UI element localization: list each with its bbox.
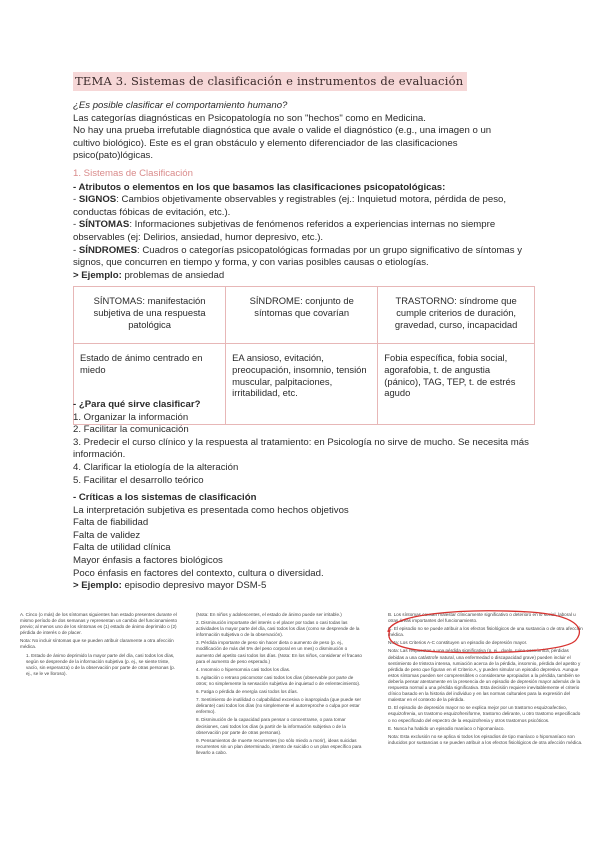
purpose-section (73, 399, 535, 487)
dsm-criterion: 6. Fatiga o pérdida de energía casi todos los días. (196, 689, 298, 695)
table-cell: Fobia específica, fobia social, agorafobia, t. de angustia (pánico), TAG, TEP, t. de estrés agudo (378, 344, 535, 425)
example-text: episodio depresivo mayor DSM-5 (121, 580, 267, 592)
intro-line: No hay una prueba irrefutable diagnóstica que avale o valide el diagnóstico (e.g., una imagen o un (73, 125, 492, 137)
title-wrap (73, 72, 467, 91)
list-item: Poco énfasis en factores del contexto, cultura o diversidad. (73, 567, 324, 579)
criticism-section (73, 492, 535, 593)
section-heading: 1. Sistemas de Clasificación (73, 168, 193, 179)
list-item: 2. Facilitar la comunicación (73, 424, 189, 436)
list-item: Falta de fiabilidad (73, 517, 149, 529)
list-item: Falta de validez (73, 529, 141, 541)
dsm-criterion: D. El episodio de depresión mayor no se explica mejor por un trastorno esquizoafectivo, esquizofrenia, un trastorno esquizofreniforme, trastorno delirante, u otro trastorno especificado o no especificado del espectro de la esquizofrenia y otros trastornos psicóticos. (388, 705, 581, 723)
sindromes-term: SÍNDROMES (78, 244, 137, 256)
sintomas-item: - SÍNTOMAS: Informaciones subjetivas de fenómenos referidos a experiencias internas no siempre observables (ej: Delirios, ansiedad, humor depresivo, etc.). (73, 219, 496, 243)
dsm-criterion: Nota: Las respuestas a una pérdida significativa (p. ej., duelo, ruina económica, pérdidas debidas a una catástrofe natural, una enfermedad o discapacidad grave) pueden incluir el sentimiento de tristeza intensa, rumiación acerca de la pérdida, insomnio, pérdida del apetito y pérdida de peso que figuran en el Criterio A, y pueden simular un episodio depresivo. Aunque estos síntomas pueden ser comprensibles o considerarse apropiados a la pérdida, también se debería pensar atentamente en la presencia de un episodio de depresión mayor además de la respuesta normal a una pérdida significativa. Esta decisión requiere inevitablemente el criterio clínico basado en la historia del individuo y en las normas culturales para la expresión del malestar en el contexto de la pérdida. (388, 648, 581, 703)
table-header-cell: TRASTORNO: síndrome que cumple criterios de duración, gravedad, curso, incapacidad (378, 287, 535, 344)
example-line (73, 270, 535, 283)
dsm-criterion: C. El episodio no se puede atribuir a los efectos fisiológicos de una sustancia o de otra afección médica. (388, 626, 583, 638)
example-label: > Ejemplo: (73, 269, 122, 281)
section-classification (73, 168, 535, 282)
table-header-cell: SÍNDROME: conjunto de síntomas que covarían (226, 287, 378, 344)
dsm-criterion: 7. Sentimiento de inutilidad o culpabilidad excesiva o inapropiada (que puede ser delirante) casi todos los días (no simplemente el autorreproche o culpa por estar enfermo). (196, 697, 361, 715)
intro (73, 100, 535, 163)
dsm-criterion: 8. Disminución de la capacidad para pensar o concentrarse, o para tomar decisiones, casi todos los días (a partir de la información subjetiva o de la observación por parte de otras personas). (196, 717, 346, 735)
purpose-heading: - ¿Para qué sirve clasificar? (73, 399, 201, 410)
page-title: TEMA 3. Sistemas de clasificación e instrumentos de evaluación (73, 72, 467, 91)
signos-item: - SIGNOS: Cambios objetivamente observables y registrables (ej.: Inquietud motora, pérdida de peso, conductas fóbicas de evitación, etc.). (73, 194, 507, 218)
list-item: 1. Organizar la información (73, 411, 189, 423)
dsm-criterion: 2. Disminución importante del interés o el placer por todas o casi todas las actividades la mayor parte del día, casi todos los días (como se desprende de la información subjetiva o de la observación). (196, 620, 360, 638)
example-text: problemas de ansiedad (121, 269, 225, 281)
example-line (73, 580, 535, 593)
sintomas-text: : Informaciones subjetivas de fenómenos referidos a experiencias internas no siempre observables (ej: Delirios, ansiedad, humor depresivo, etc.). (73, 219, 496, 243)
signos-text: : Cambios objetivamente observables y registrables (ej.: Inquietud motora, pérdida de peso, conductas fóbicas de evitación, etc.). (73, 194, 507, 218)
intro-line: psico(pato)lógicas. (73, 150, 153, 162)
red-hand-drawn-circle (380, 606, 590, 656)
dsm-criterion: Nota: Esta exclusión no se aplica si todos los episodios de tipo maníaco o hipomaníaco son inducidos por sustancias o se pueden atribuir a los efectos fisiológicos de otra afección médica. (388, 733, 583, 745)
dsm-criterion: 1. Estado de ánimo deprimido la mayor parte del día, casi todos los días, según se desprende de la información subjetiva (p. ej., se siente triste, vacío, sin esperanza) o de la observación por parte de otras personas (p. ej., se le ve lloroso). (26, 652, 176, 676)
dsm-criterion: E. Nunca ha habido un episodio maníaco o hipomaníaco. (388, 725, 505, 731)
list-item: 3. Predecir el curso clínico y la respuesta al tratamiento: en Psicología no sirve de mucho. Se necesita más información. (73, 436, 529, 461)
sindromes-text: : Cuadros o categorías psicopatológicas formadas por un grupo significativo de síntomas y signos, que concurren en tiempo y forma, y con varias posibles causas o etiologías. (73, 244, 523, 269)
dsm-criterion: Nota: No incluir síntomas que se pueden atribuir claramente a otra afección médica. (20, 638, 174, 650)
dsm-criterion: 5. Agitación o retraso psicomotor casi todos los días (observable por parte de otros; no simplemente la sensación subjetiva de inquietud o de enlentecimiento). (196, 674, 361, 686)
dsm-scan-column-2 (196, 612, 364, 758)
table-cell: EA ansioso, evitación, preocupación, insomnio, tensión muscular, palpitaciones, irritabilidad, etc. (226, 344, 378, 425)
list-item: Mayor énfasis a factores biológicos (73, 554, 223, 566)
table-header-cell: SÍNTOMAS: manifestación subjetiva de una respuesta patológica (74, 287, 226, 344)
intro-line: cultivo biológico). Este es el gran obstáculo y elemento diferenciador de las clasificaciones (73, 137, 458, 149)
dsm-criterion: 4. Insomnio o hipersomnia casi todos los días. (196, 666, 291, 672)
list-item: 4. Clarificar la etiología de la alteración (73, 461, 239, 473)
dsm-criterion: (Nota: En niños y adolescentes, el estado de ánimo puede ser irritable.) (196, 612, 342, 617)
dsm-criterion: Nota: Los Criterios A-C constituyen un episodio de depresión mayor. (388, 640, 528, 646)
table-header-row (74, 287, 535, 344)
list-item: 5. Facilitar el desarrollo teórico (73, 474, 204, 486)
dsm-criterion: 3. Pérdida importante de peso sin hacer dieta o aumento de peso (p. ej., modificación de más del 5% del peso corporal en un mes) o disminución o aumento del apetito casi todos los días. (Nota: En los niños, considerar el fracaso para el aumento de peso esperado.) (196, 640, 362, 664)
list-item: Falta de utilidad clínica (73, 542, 171, 554)
dsm-criterion: 9. Pensamientos de muerte recurrentes (no sólo miedo a morir), ideas suicidas recurrentes sin un plan determinado, intento de suicidio o un plan específico para llevarlo a cabo. (196, 737, 362, 755)
sintomas-term: SÍNTOMAS (78, 219, 130, 231)
intro-line: Las categorías diagnósticas en Psicopatología no son "hechos" como en Medicina. (73, 112, 426, 124)
dsm-criterion: B. Los síntomas causan malestar clínicamente significativo o deterioro en lo social, laboral u otras áreas importantes del funcionamiento. (388, 612, 576, 624)
signos-term: SIGNOS (78, 194, 117, 206)
attributes-heading: - Atributos o elementos en los que basamos las clasificaciones psicopatológicas: (73, 181, 446, 193)
sindromes-item: - SÍNDROMES: Cuadros o categorías psicopatológicas formadas por un grupo significativo de síntomas y signos, que concurren en tiempo y forma, y con varias posibles causas o etiologías. (73, 244, 523, 269)
example-label: > Ejemplo: (73, 580, 122, 592)
list-item: La interpretación subjetiva es presentada como hechos objetivos (73, 504, 349, 516)
table-cell: Estado de ánimo centrado en miedo (74, 344, 226, 425)
criticism-heading: - Críticas a los sistemas de clasificación (73, 492, 257, 503)
dsm-scan-column-1 (20, 612, 180, 679)
dsm-criterion: A. Cinco (o más) de los síntomas siguientes han estado presentes durante el mismo período de dos semanas y representan un cambio del funcionamiento previo; al menos uno de los síntomas es (1) estado de ánimo deprimido o (2) pérdida de interés o de placer. (20, 612, 178, 636)
intro-question: ¿Es posible clasificar el comportamiento humano? (73, 100, 288, 111)
